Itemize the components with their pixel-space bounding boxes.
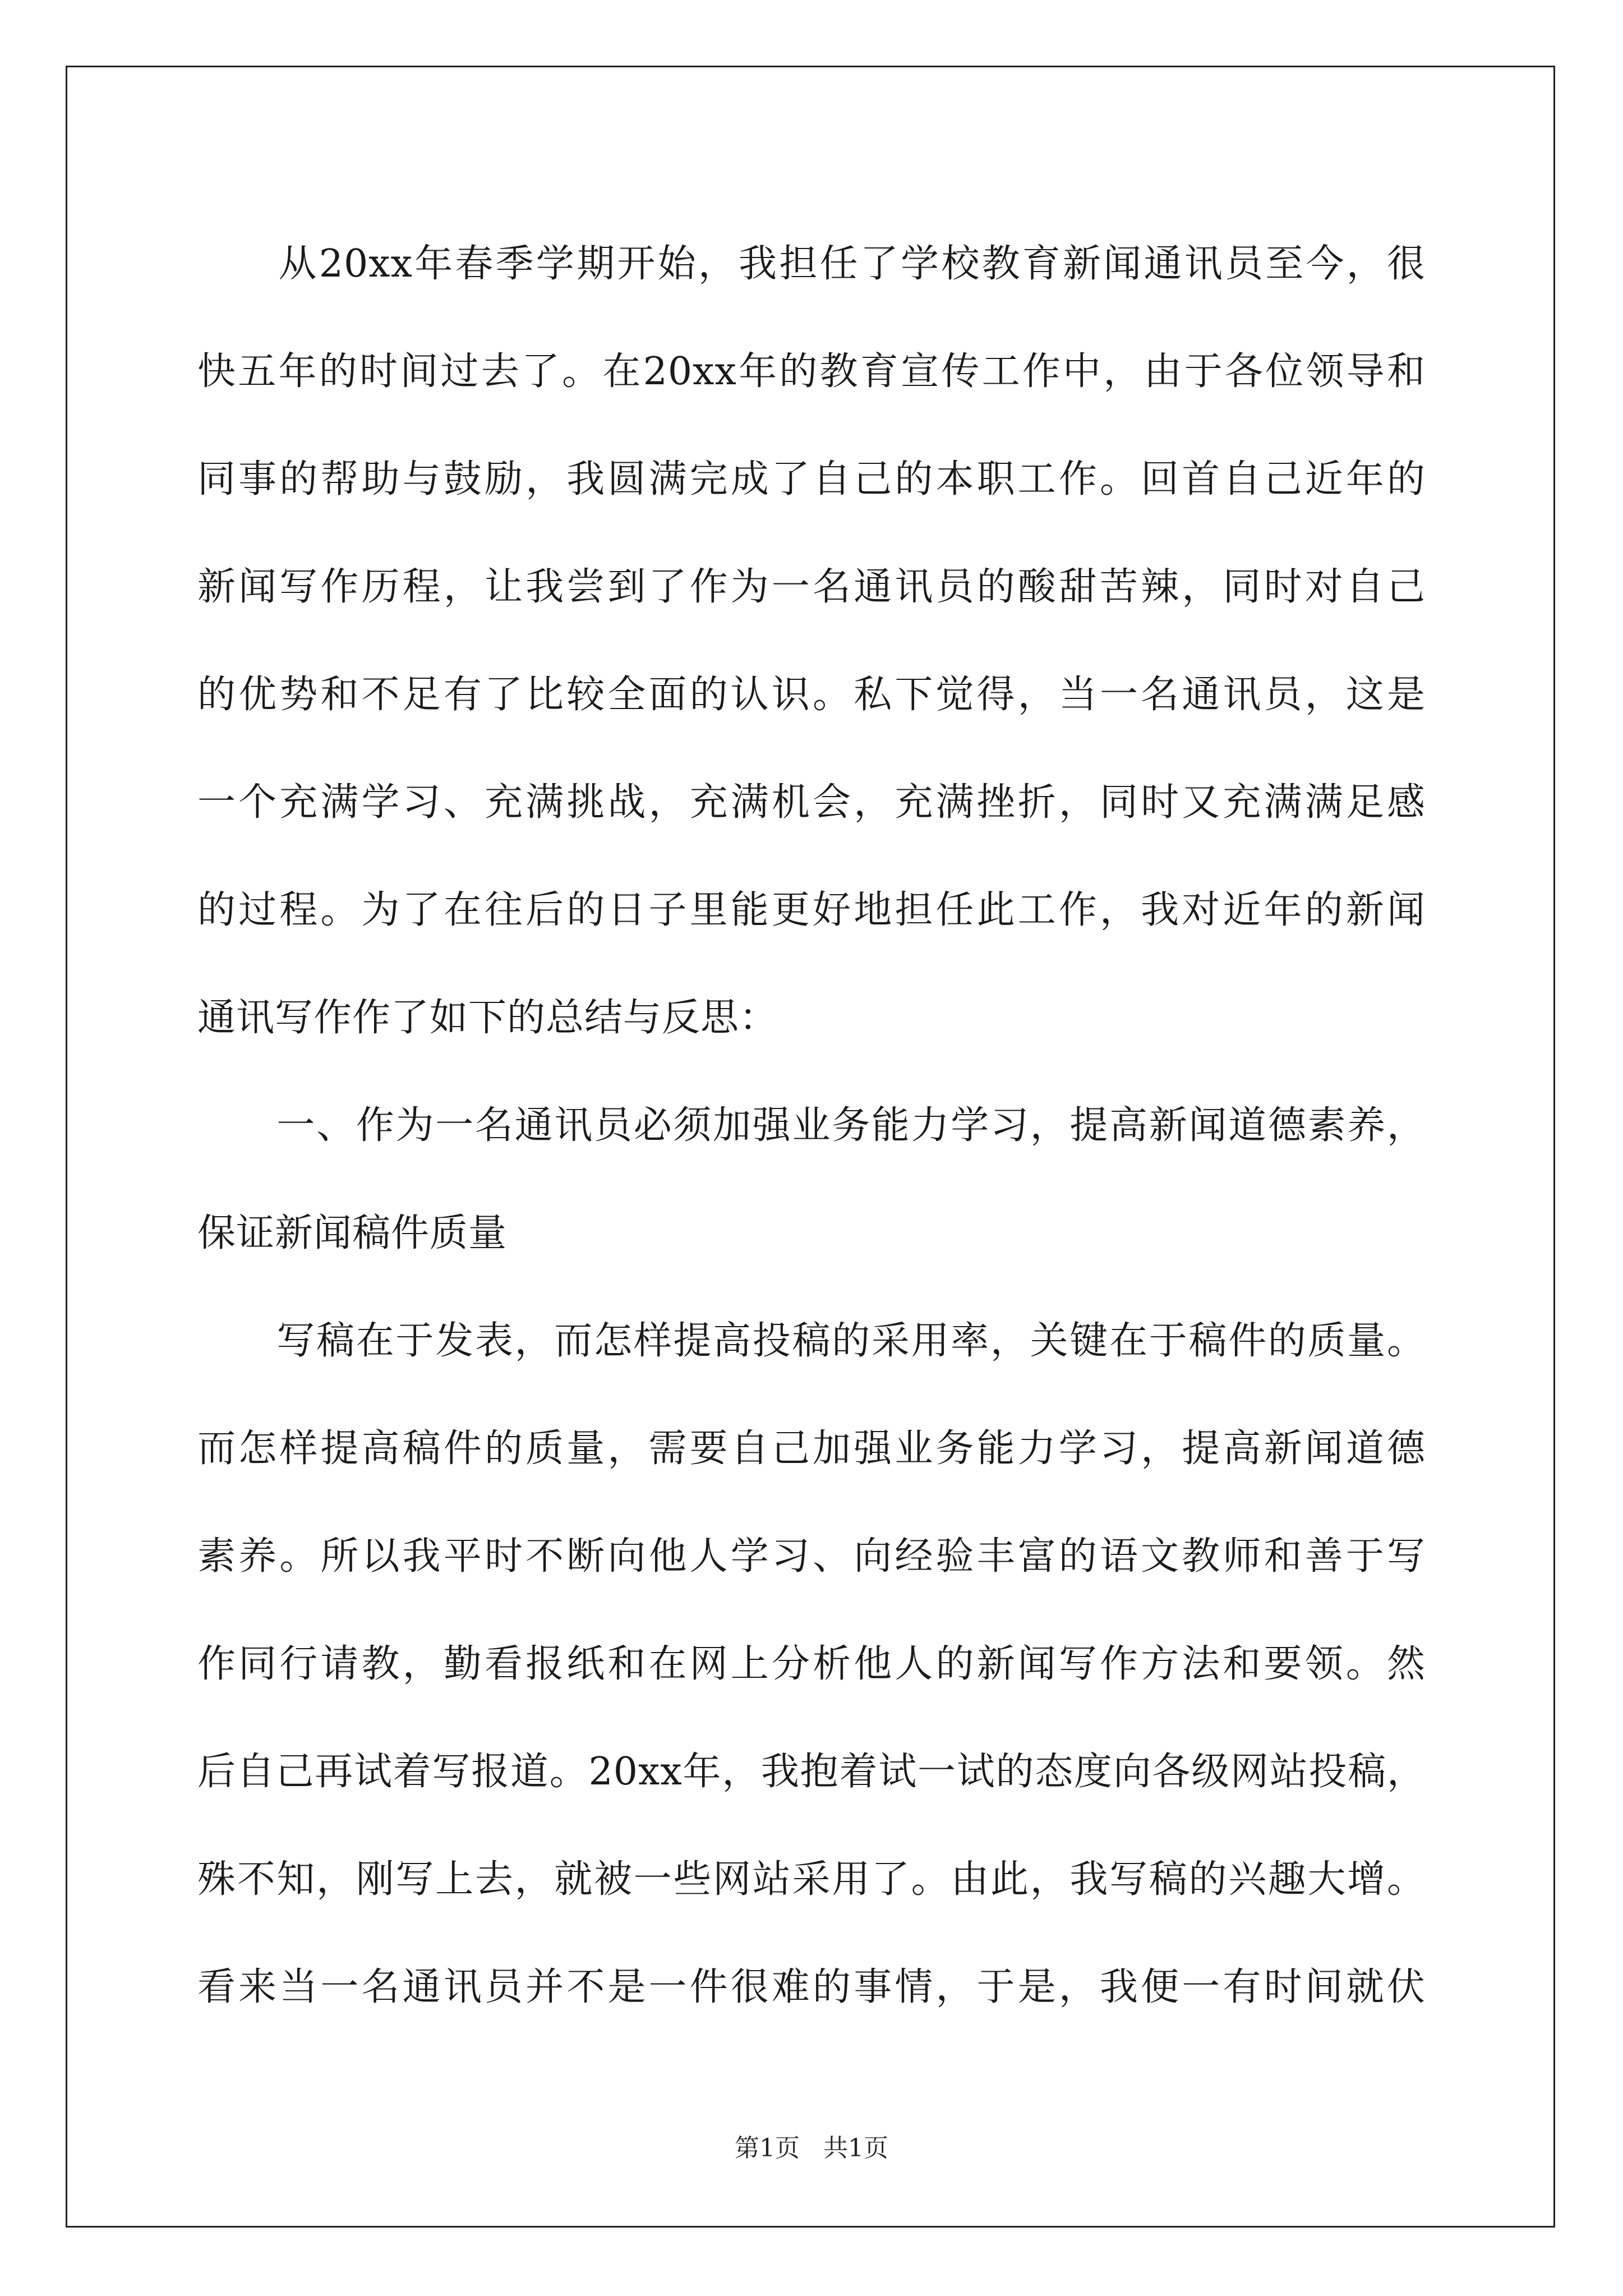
- text-line: 新闻写作历程，让我尝到了作为一名通讯员的酸甜苦辣，同时对自己: [197, 565, 1426, 609]
- text-line: 作同行请教，勤看报纸和在网上分析他人的新闻写作方法和要领。然: [197, 1642, 1426, 1686]
- text-line: 而怎样提高稿件的质量，需要自己加强业务能力学习，提高新闻道德: [197, 1427, 1426, 1471]
- text-line: 一个充满学习、充满挑战，充满机会，充满挫折，同时又充满满足感: [197, 780, 1426, 825]
- document-body: [197, 210, 1426, 2041]
- section-heading-line: 保证新闻稿件质量: [197, 1211, 508, 1255]
- text-line: 快五年的时间过去了。在20xx年的教育宣传工作中，由于各位领导和: [197, 349, 1426, 394]
- text-line: 从20xx年春季学期开始，我担任了学校教育新闻通讯员至今，很: [197, 242, 1426, 286]
- text-line: 素养。所以我平时不断向他人学习、向经验丰富的语文教师和善于写: [197, 1534, 1426, 1579]
- text-line: 看来当一名通讯员并不是一件很难的事情，于是，我便一有时间就伏: [197, 1965, 1426, 2009]
- text-line: 的过程。为了在往后的日子里能更好地担任此工作，我对近年的新闻: [197, 888, 1426, 932]
- total-pages: 共1页: [823, 2134, 888, 2162]
- text-line: 同事的帮助与鼓励，我圆满完成了自己的本职工作。回首自己近年的: [197, 457, 1426, 501]
- text-line: 殊不知，刚写上去，就被一些网站采用了。由此，我写稿的兴趣大增。: [197, 1857, 1426, 1902]
- section-heading-line: 一、作为一名通讯员必须加强业务能力学习，提高新闻道德素养，: [197, 1103, 1426, 1148]
- text-line: 写稿在于发表，而怎样提高投稿的采用率，关键在于稿件的质量。: [197, 1319, 1426, 1363]
- page-number: 第1页: [735, 2134, 800, 2162]
- text-line: 的优势和不足有了比较全面的认识。私下觉得，当一名通讯员，这是: [197, 673, 1426, 717]
- text-line: 后自己再试着写报道。20xx年，我抱着试一试的态度向各级网站投稿，: [197, 1750, 1426, 1794]
- page-footer: [0, 2132, 1623, 2165]
- text-line: 通讯写作作了如下的总结与反思：: [197, 996, 778, 1040]
